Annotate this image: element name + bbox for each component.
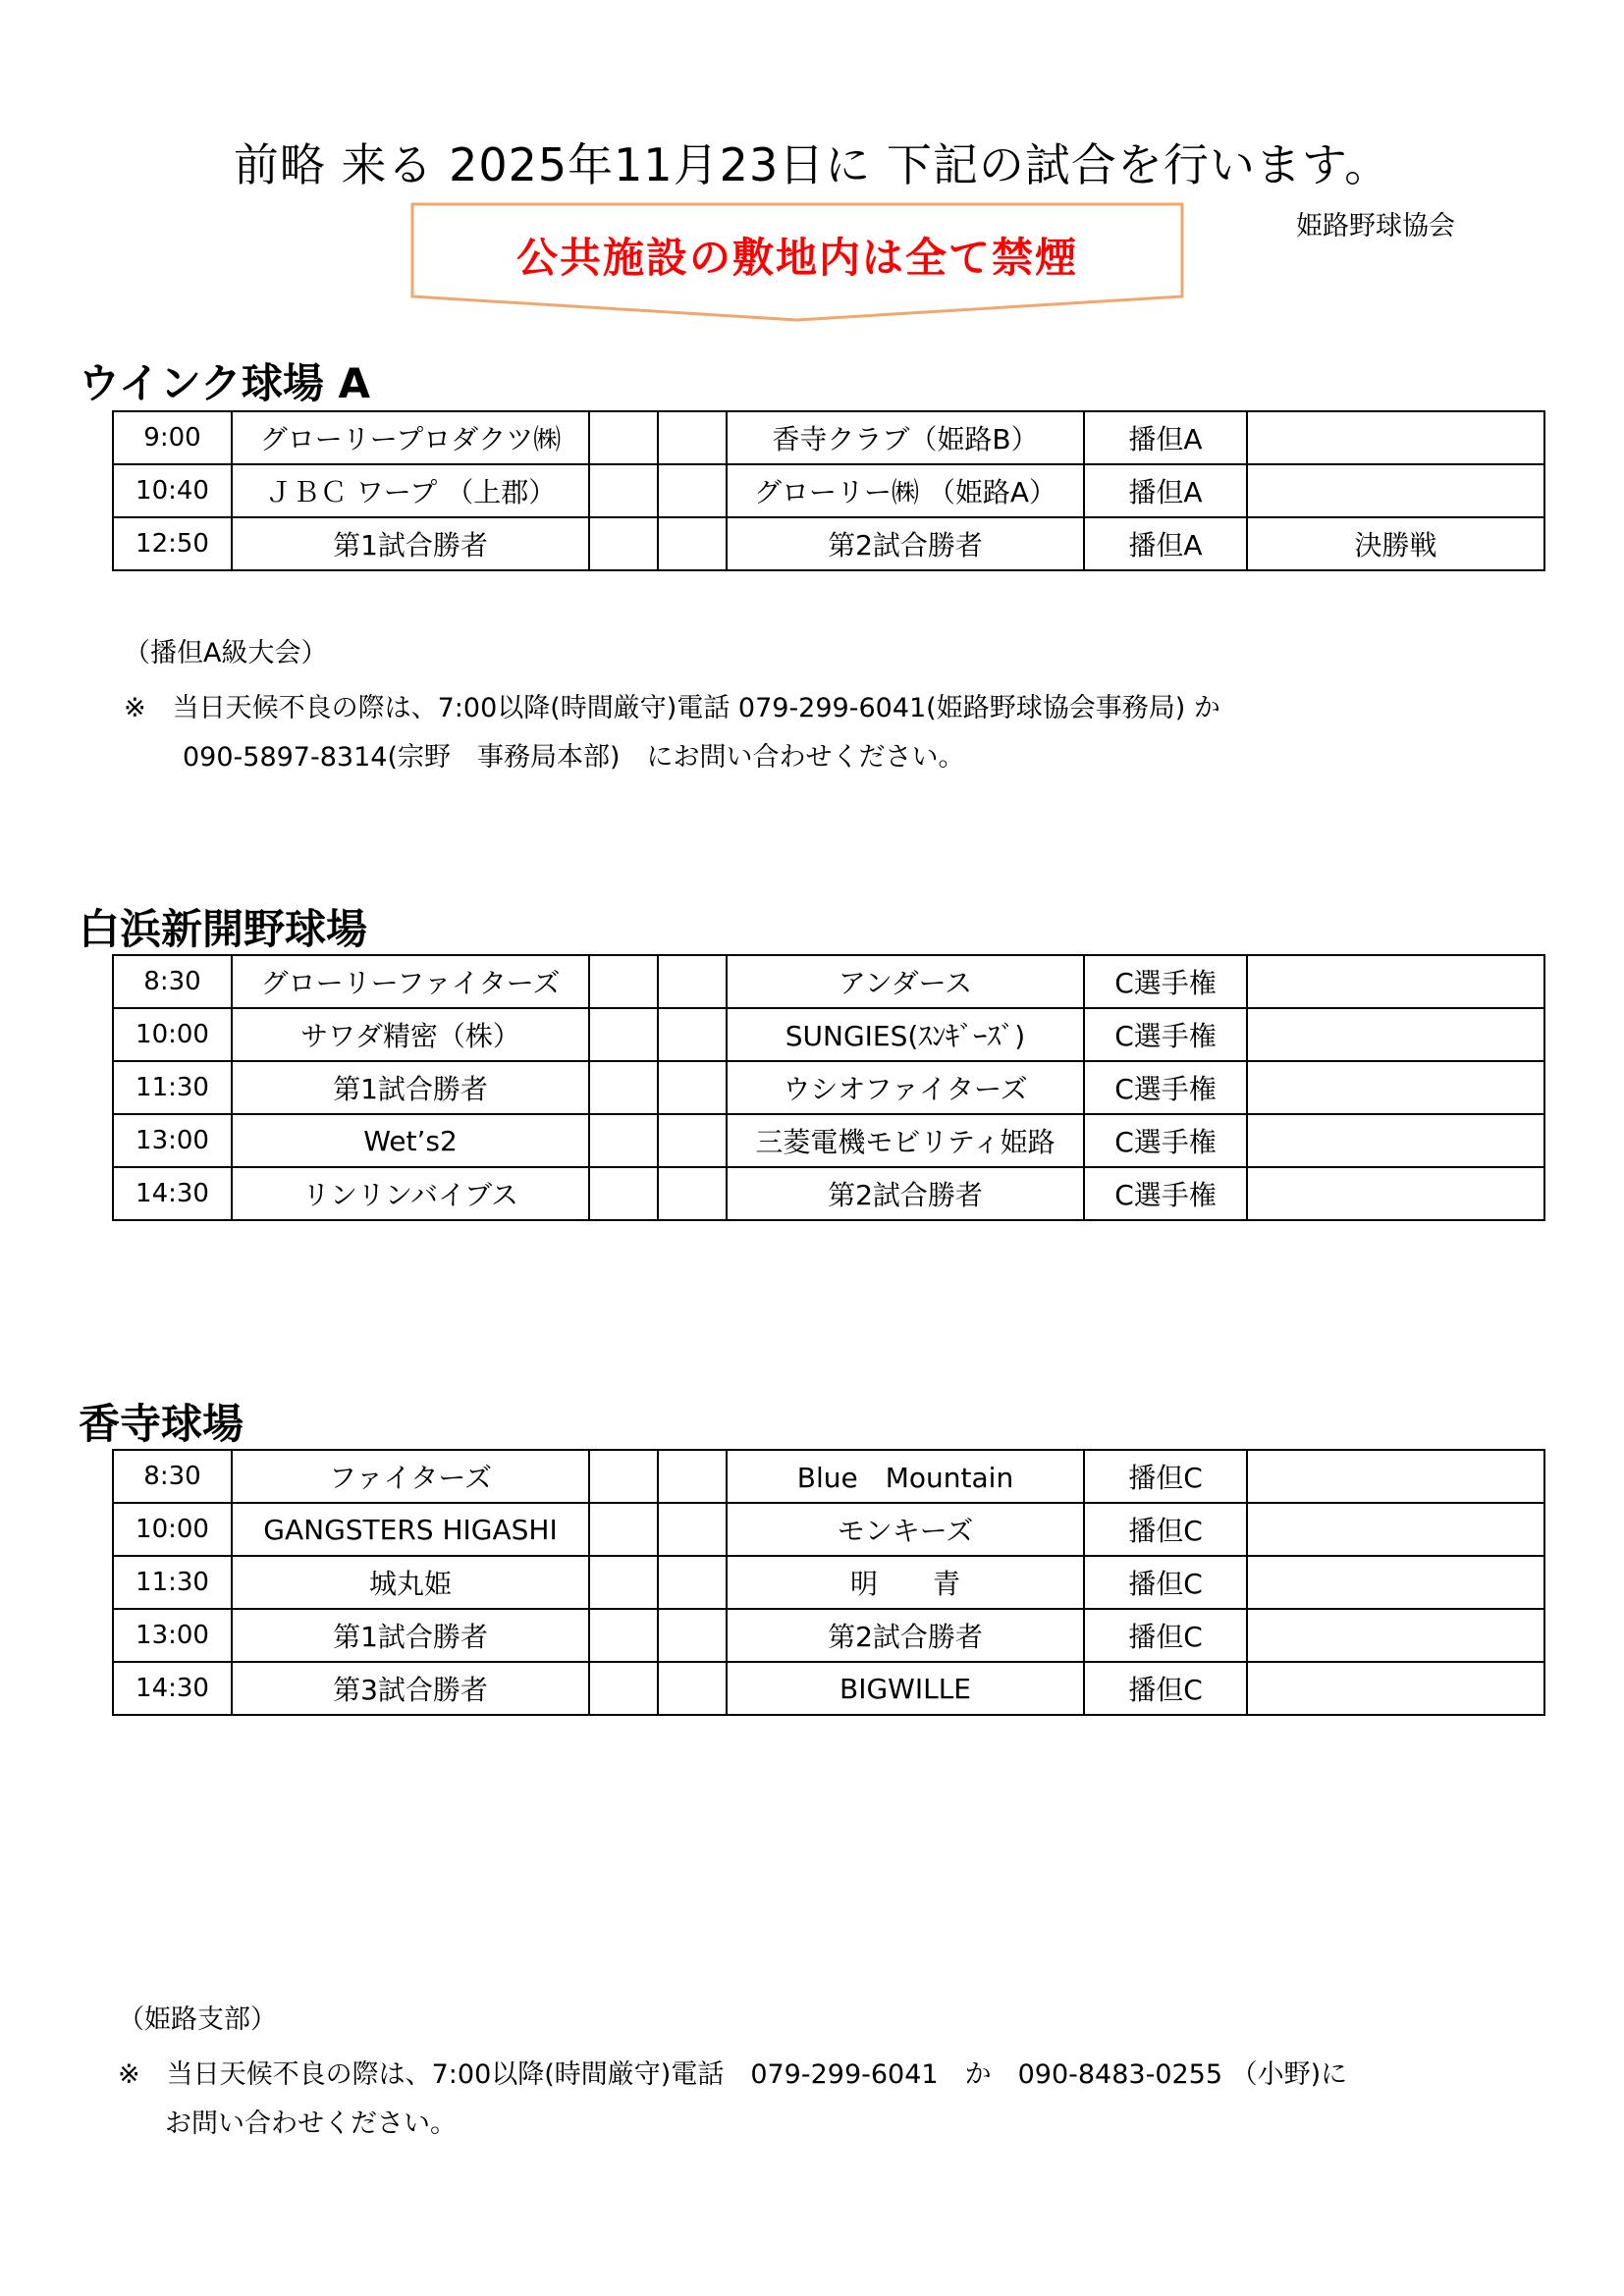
table-row <box>113 1008 1544 1061</box>
team-away: 香寺クラブ（姫路B） <box>727 411 1084 464</box>
page-title: 前略 来る 2025年11月23日に 下記の試合を行います。 <box>233 138 1391 191</box>
match-time: 8:30 <box>113 1450 232 1503</box>
team-home: グローリーファイターズ <box>232 955 589 1008</box>
table-row <box>113 464 1544 517</box>
team-home: サワダ精密（株） <box>232 1008 589 1061</box>
score-home <box>589 1061 658 1114</box>
match-time: 10:00 <box>113 1008 232 1061</box>
score-home <box>589 1114 658 1167</box>
remark <box>1247 1556 1544 1609</box>
team-away: 第2試合勝者 <box>727 517 1084 570</box>
team-away: Blue Mountain <box>727 1450 1084 1503</box>
league: 播但C <box>1084 1503 1247 1556</box>
match-time: 14:30 <box>113 1167 232 1220</box>
no-smoking-notice <box>410 202 1184 324</box>
match-time: 8:30 <box>113 955 232 1008</box>
remark <box>1247 1662 1544 1715</box>
notice-text: 公共施設の敷地内は全て禁煙 <box>515 234 1078 282</box>
score-home <box>589 464 658 517</box>
match-time: 11:30 <box>113 1061 232 1114</box>
team-away: ウシオファイターズ <box>727 1061 1084 1114</box>
team-home: ＪＢＣ ワープ （上郡） <box>232 464 589 517</box>
team-home: 第1試合勝者 <box>232 1061 589 1114</box>
team-home: GANGSTERS HIGASHI <box>232 1503 589 1556</box>
league: 播但A <box>1084 464 1247 517</box>
score-home <box>589 1662 658 1715</box>
remark <box>1247 955 1544 1008</box>
league: 播但C <box>1084 1556 1247 1609</box>
match-time: 14:30 <box>113 1662 232 1715</box>
score-away <box>658 411 727 464</box>
team-away: 第2試合勝者 <box>727 1167 1084 1220</box>
score-home <box>589 1167 658 1220</box>
score-away <box>658 1167 727 1220</box>
league: 播但A <box>1084 411 1247 464</box>
remark <box>1247 1167 1544 1220</box>
notes-himeji-line1: ※ 当日天候不良の際は、7:00以降(時間厳守)電話 079-299-6041 か 090-8483-0255 （小野)に <box>118 2059 1348 2090</box>
team-home: ファイターズ <box>232 1450 589 1503</box>
team-away: 三菱電機モビリティ姫路 <box>727 1114 1084 1167</box>
venue-title-wink-a: ウインク球場 A <box>79 359 371 407</box>
team-away: SUNGIES(ｽﾝｷﾞｰｽﾞ) <box>727 1008 1084 1061</box>
table-row <box>113 1556 1544 1609</box>
table-row <box>113 411 1544 464</box>
remark <box>1247 1061 1544 1114</box>
score-home <box>589 1450 658 1503</box>
team-away: 第2試合勝者 <box>727 1609 1084 1662</box>
score-away <box>658 1609 727 1662</box>
team-home: Wet’s2 <box>232 1114 589 1167</box>
league: 播但C <box>1084 1609 1247 1662</box>
venue-title-kodera: 香寺球場 <box>79 1400 244 1448</box>
remark <box>1247 1450 1544 1503</box>
team-home: 第3試合勝者 <box>232 1662 589 1715</box>
team-home: リンリンバイブス <box>232 1167 589 1220</box>
score-away <box>658 1114 727 1167</box>
notes-himeji-label: （姫路支部） <box>118 2004 277 2035</box>
table-row <box>113 1114 1544 1167</box>
score-away <box>658 955 727 1008</box>
score-away <box>658 1450 727 1503</box>
notes-banshu-line1: ※ 当日天候不良の際は、7:00以降(時間厳守)電話 079-299-6041(姫路野球協会事務局) か <box>124 693 1220 723</box>
table-row <box>113 955 1544 1008</box>
match-time: 10:40 <box>113 464 232 517</box>
match-time: 13:00 <box>113 1609 232 1662</box>
table-row <box>113 1061 1544 1114</box>
league: C選手権 <box>1084 1008 1247 1061</box>
team-away: グローリー㈱ （姫路A） <box>727 464 1084 517</box>
match-time: 10:00 <box>113 1503 232 1556</box>
match-time: 12:50 <box>113 517 232 570</box>
score-home <box>589 1503 658 1556</box>
league: C選手権 <box>1084 1114 1247 1167</box>
team-home: 第1試合勝者 <box>232 1609 589 1662</box>
score-away <box>658 1662 727 1715</box>
score-home <box>589 517 658 570</box>
league: C選手権 <box>1084 1167 1247 1220</box>
organization-name: 姫路野球協会 <box>1296 211 1455 241</box>
table-row <box>113 1609 1544 1662</box>
team-home: 城丸姫 <box>232 1556 589 1609</box>
score-home <box>589 1556 658 1609</box>
team-away: 明 青 <box>727 1556 1084 1609</box>
score-away <box>658 517 727 570</box>
score-away <box>658 1556 727 1609</box>
league: C選手権 <box>1084 955 1247 1008</box>
league: 播但C <box>1084 1450 1247 1503</box>
match-time: 9:00 <box>113 411 232 464</box>
table-row <box>113 1167 1544 1220</box>
team-away: BIGWILLE <box>727 1662 1084 1715</box>
team-away: モンキーズ <box>727 1503 1084 1556</box>
score-home <box>589 411 658 464</box>
score-home <box>589 1008 658 1061</box>
notes-banshu-line2: 090-5897-8314(宗野 事務局本部) にお問い合わせください。 <box>183 742 965 773</box>
table-row <box>113 1662 1544 1715</box>
team-home: グローリープロダクツ㈱ <box>232 411 589 464</box>
schedule-table-wink-a <box>112 410 1545 571</box>
remark <box>1247 1609 1544 1662</box>
table-row <box>113 1450 1544 1503</box>
notes-himeji-line2: お問い合わせください。 <box>165 2109 457 2139</box>
remark <box>1247 464 1544 517</box>
score-home <box>589 1609 658 1662</box>
remark: 決勝戦 <box>1247 517 1544 570</box>
schedule-table-kodera <box>112 1449 1545 1716</box>
team-home: 第1試合勝者 <box>232 517 589 570</box>
team-away: アンダース <box>727 955 1084 1008</box>
score-home <box>589 955 658 1008</box>
remark <box>1247 1114 1544 1167</box>
venue-title-shirahama: 白浜新開野球場 <box>79 905 368 953</box>
score-away <box>658 1008 727 1061</box>
score-away <box>658 1061 727 1114</box>
score-away <box>658 1503 727 1556</box>
league: 播但A <box>1084 517 1247 570</box>
notes-banshu-label: （播但A級大会） <box>124 638 328 668</box>
league: C選手権 <box>1084 1061 1247 1114</box>
match-time: 11:30 <box>113 1556 232 1609</box>
remark <box>1247 1008 1544 1061</box>
league: 播但C <box>1084 1662 1247 1715</box>
score-away <box>658 464 727 517</box>
table-row <box>113 1503 1544 1556</box>
remark <box>1247 1503 1544 1556</box>
match-time: 13:00 <box>113 1114 232 1167</box>
remark <box>1247 411 1544 464</box>
table-row <box>113 517 1544 570</box>
schedule-table-shirahama <box>112 954 1545 1221</box>
